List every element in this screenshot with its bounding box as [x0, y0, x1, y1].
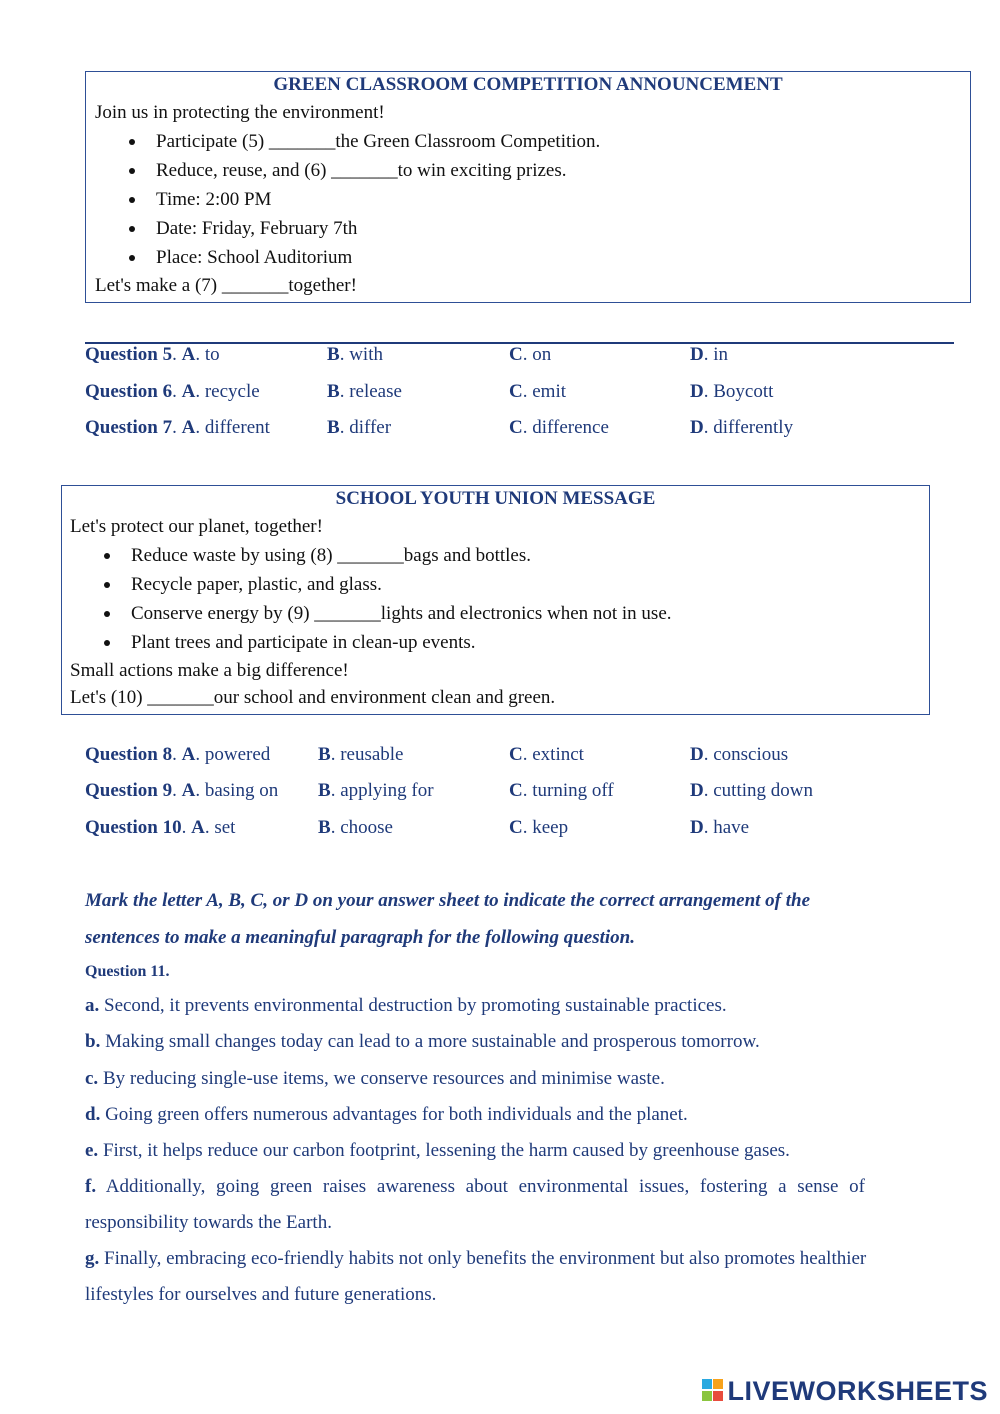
announcement-intro: Join us in protecting the environment!	[95, 102, 385, 123]
question-row-9	[85, 780, 965, 810]
question-6-option-c[interactable]: C. emit	[509, 381, 567, 402]
bullet-item: Place: School Auditorium	[156, 243, 970, 272]
question-8-option-c[interactable]: C. extinct	[509, 744, 584, 765]
question-6-option-b[interactable]: B. release	[327, 381, 402, 402]
question-9-option-a[interactable]: Question 9. A. basing on	[85, 780, 279, 801]
question-7-option-a[interactable]: Question 7. A. different	[85, 417, 270, 438]
sentence-a: a. Second, it prevents environmental destruction by promoting sustainable practices.	[85, 995, 727, 1016]
bullet-item: Reduce, reuse, and (6) _______to win exciting prizes.	[156, 156, 970, 185]
sentence-e: e. First, it helps reduce our carbon footprint, lessening the harm caused by greenhouse gases.	[85, 1140, 790, 1161]
question-10-option-c[interactable]: C. keep	[509, 817, 569, 838]
message-bullets	[62, 541, 929, 657]
question-8-option-d[interactable]: D. conscious	[690, 744, 789, 765]
question-6-option-d[interactable]: D. Boycott	[690, 381, 774, 402]
bullet-item: Date: Friday, February 7th	[156, 214, 970, 243]
brand-mark-icon	[702, 1379, 724, 1403]
announcement-bullets	[86, 127, 970, 272]
question-10-option-b[interactable]: B. choose	[318, 817, 393, 838]
bullet-item: Reduce waste by using (8) _______bags and bottles.	[131, 541, 929, 570]
question-5-option-d[interactable]: D. in	[690, 344, 729, 365]
announcement-closing: Let's make a (7) _______together!	[95, 275, 357, 296]
question-7-option-c[interactable]: C. difference	[509, 417, 609, 438]
question-5-option-a[interactable]: Question 5. A. to	[85, 344, 220, 365]
question-8-option-a[interactable]: Question 8. A. powered	[85, 744, 271, 765]
sentence-f: f. Additionally, going green raises awareness about environmental issues, fostering a sense of responsibility towards the Earth.	[85, 1176, 866, 1233]
question-9-option-b[interactable]: B. applying for	[318, 780, 434, 801]
announcement-title: GREEN CLASSROOM COMPETITION ANNOUNCEMENT	[273, 74, 783, 95]
bullet-item: Plant trees and participate in clean-up events.	[131, 628, 929, 657]
question-9-option-c[interactable]: C. turning off	[509, 780, 614, 801]
question-9-option-d[interactable]: D. cutting down	[690, 780, 813, 801]
question-7-option-d[interactable]: D. differently	[690, 417, 794, 438]
question-6-option-a[interactable]: Question 6. A. recycle	[85, 381, 260, 402]
question-10-option-a[interactable]: Question 10. A. set	[85, 817, 236, 838]
message-line-2: Let's (10) _______our school and environment clean and green.	[70, 687, 556, 708]
question-5-option-c[interactable]: C. on	[509, 344, 552, 365]
question-11-label: Question 11.	[85, 963, 170, 980]
message-box	[61, 485, 930, 715]
sentence-g: g. Finally, embracing eco-friendly habits not only benefits the environment but also promotes healthier lifestyles for ourselves and future generations.	[85, 1248, 867, 1305]
question-5-option-b[interactable]: B. with	[327, 344, 383, 365]
announcement-box	[85, 71, 971, 303]
question-row-6	[85, 381, 965, 411]
message-intro: Let's protect our planet, together!	[70, 516, 323, 537]
sentence-d: d. Going green offers numerous advantages for both individuals and the planet.	[85, 1104, 688, 1125]
message-title: SCHOOL YOUTH UNION MESSAGE	[335, 488, 656, 509]
question-row-7	[85, 417, 965, 447]
question-10-option-d[interactable]: D. have	[690, 817, 750, 838]
message-line-1: Small actions make a big difference!	[70, 660, 349, 681]
bullet-item: Recycle paper, plastic, and glass.	[131, 570, 929, 599]
question-row-10	[85, 817, 965, 847]
sentence-b: b. Making small changes today can lead to a more sustainable and prosperous tomorrow.	[85, 1031, 760, 1052]
instruction-line-2: sentences to make a meaningful paragraph for the following question.	[85, 927, 635, 948]
question-row-8	[85, 744, 965, 774]
question-row-5	[85, 344, 965, 374]
sentence-c: c. By reducing single-use items, we conserve resources and minimise waste.	[85, 1068, 665, 1089]
instruction-line-1: Mark the letter A, B, C, or D on your answer sheet to indicate the correct arrangement of the	[85, 890, 811, 911]
bullet-item: Time: 2:00 PM	[156, 185, 970, 214]
bullet-item: Participate (5) _______the Green Classroom Competition.	[156, 127, 970, 156]
question-8-option-b[interactable]: B. reusable	[318, 744, 404, 765]
liveworksheets-logo	[702, 1376, 988, 1406]
question-7-option-b[interactable]: B. differ	[327, 417, 392, 438]
brand-name: LIVEWORKSHEETS	[727, 1375, 988, 1406]
bullet-item: Conserve energy by (9) _______lights and electronics when not in use.	[131, 599, 929, 628]
